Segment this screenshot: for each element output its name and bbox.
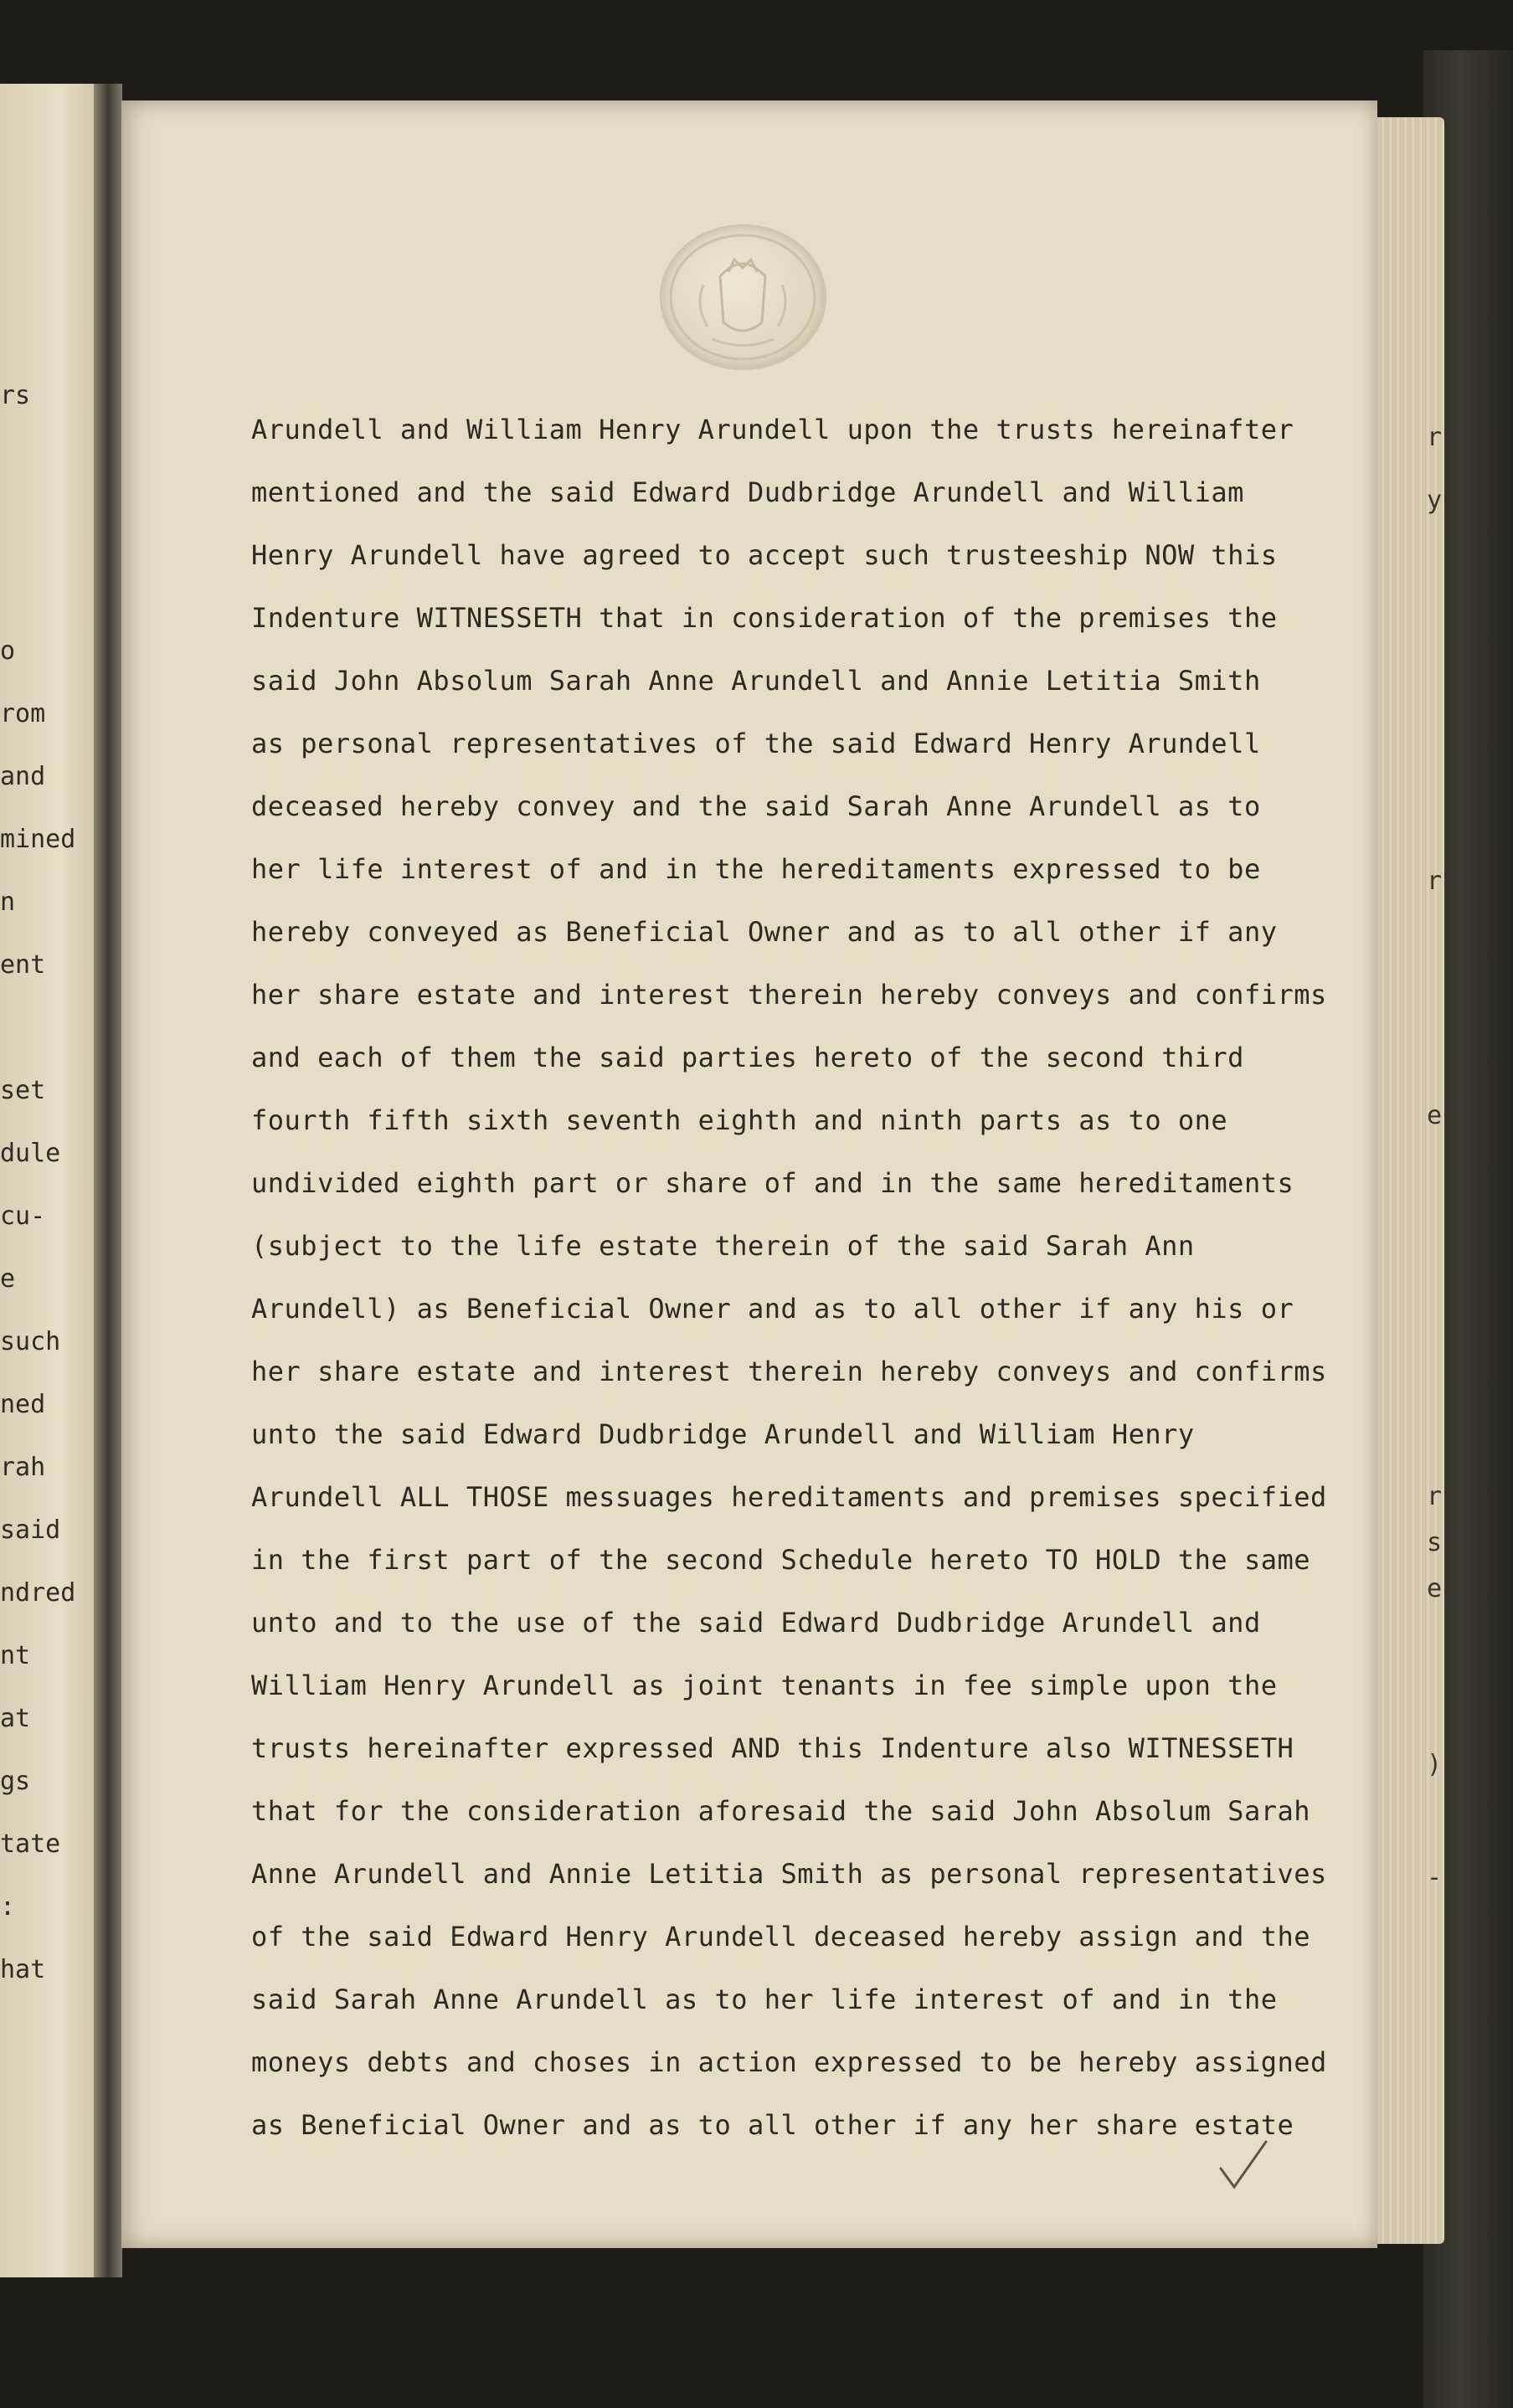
text-line: hereby conveyed as Beneficial Owner and as to all other if any — [251, 916, 1278, 948]
edge-letter: r — [1427, 1482, 1443, 1511]
embossed-seal-icon — [661, 226, 825, 368]
text-line: unto the said Edward Dudbridge Arundell and William Henry — [251, 1418, 1195, 1450]
edge-letter: e — [1427, 1574, 1443, 1603]
text-line: (subject to the life estate therein of the said Sarah Ann — [251, 1230, 1195, 1262]
edge-letter: s — [1427, 1528, 1443, 1557]
text-line: undivided eighth part or share of and in the same hereditaments — [251, 1167, 1294, 1199]
text-line: moneys debts and choses in action expressed to be hereby assigned — [251, 2046, 1327, 2078]
indenture-text — [251, 399, 1365, 2157]
left-page-fragment: such — [0, 1327, 61, 1356]
text-line: fourth fifth sixth seventh eighth and ninth parts as to one — [251, 1104, 1228, 1136]
text-line: in the first part of the second Schedule hereto TO HOLD the same — [251, 1544, 1310, 1576]
text-line: William Henry Arundell as joint tenants in fee simple upon the — [251, 1670, 1278, 1701]
left-page-fragment: rom — [0, 699, 46, 728]
left-page-fragment: cu- — [0, 1201, 46, 1231]
text-line: deceased hereby convey and the said Sarah Anne Arundell as to — [251, 790, 1261, 822]
text-line: Arundell ALL THOSE messuages hereditaments and premises specified — [251, 1481, 1327, 1513]
left-page-fragment: set — [0, 1076, 46, 1105]
text-line: Indenture WITNESSETH that in consideration of the premises the — [251, 602, 1278, 634]
left-page-fragment: tate — [0, 1829, 61, 1859]
text-line: her life interest of and in the hereditaments expressed to be — [251, 853, 1261, 885]
edge-letter: ) — [1427, 1750, 1443, 1779]
text-line: as personal representatives of the said Edward Henry Arundell — [251, 728, 1261, 759]
edge-letter: r — [1427, 867, 1443, 896]
left-page-fragment: hat — [0, 1955, 46, 1984]
left-page-fragment: mined — [0, 825, 76, 854]
left-page-fragment: said — [0, 1515, 61, 1545]
edge-letter: y — [1427, 486, 1443, 515]
text-line: trusts hereinafter expressed AND this Indenture also WITNESSETH — [251, 1732, 1294, 1764]
checkmark-icon — [1214, 2135, 1273, 2194]
left-page-fragment: ndred — [0, 1578, 76, 1608]
text-line: as Beneficial Owner and as to all other if any her share estate — [251, 2109, 1294, 2141]
edge-letter: r — [1427, 423, 1443, 452]
text-line: Anne Arundell and Annie Letitia Smith as personal representatives — [251, 1858, 1327, 1890]
left-page-fragment: nt — [0, 1641, 31, 1670]
left-page-fragment: at — [0, 1704, 31, 1733]
text-line: Arundell and William Henry Arundell upon the trusts hereinafter — [251, 414, 1294, 445]
right-page-edge-letters — [1423, 117, 1449, 2244]
text-line: said Sarah Anne Arundell as to her life interest of and in the — [251, 1984, 1278, 2015]
left-page-fragment: rah — [0, 1453, 46, 1482]
left-page-fragment: ent — [0, 950, 46, 980]
left-page-fragment: : — [0, 1892, 16, 1922]
text-line: mentioned and the said Edward Dudbridge Arundell and William — [251, 476, 1244, 508]
left-page-fragment: and — [0, 762, 46, 791]
text-line: of the said Edward Henry Arundell deceased hereby assign and the — [251, 1921, 1310, 1953]
text-line: her share estate and interest therein hereby conveys and confirms — [251, 979, 1327, 1011]
text-line: that for the consideration aforesaid the said John Absolum Sarah — [251, 1795, 1310, 1827]
text-line: Henry Arundell have agreed to accept such trusteeship NOW this — [251, 539, 1278, 571]
left-page-fragment: e — [0, 1264, 16, 1294]
left-page — [0, 84, 99, 2277]
left-page-fragment: ned — [0, 1390, 46, 1419]
text-line: and each of them the said parties hereto of the second third — [251, 1042, 1244, 1073]
edge-letter: e — [1427, 1101, 1443, 1130]
text-line: unto and to the use of the said Edward Dudbridge Arundell and — [251, 1607, 1261, 1639]
text-line: her share estate and interest therein hereby conveys and confirms — [251, 1356, 1327, 1387]
left-page-fragment: gs — [0, 1767, 31, 1796]
left-page-fragment: rs — [0, 381, 31, 410]
text-line: said John Absolum Sarah Anne Arundell and Annie Letitia Smith — [251, 665, 1261, 697]
edge-letter: - — [1427, 1863, 1443, 1892]
book-gutter — [94, 84, 122, 2277]
left-page-fragment: dule — [0, 1139, 61, 1168]
left-page-fragment: o — [0, 636, 16, 666]
left-page-fragment: n — [0, 888, 16, 917]
text-line: Arundell) as Beneficial Owner and as to all other if any his or — [251, 1293, 1294, 1325]
